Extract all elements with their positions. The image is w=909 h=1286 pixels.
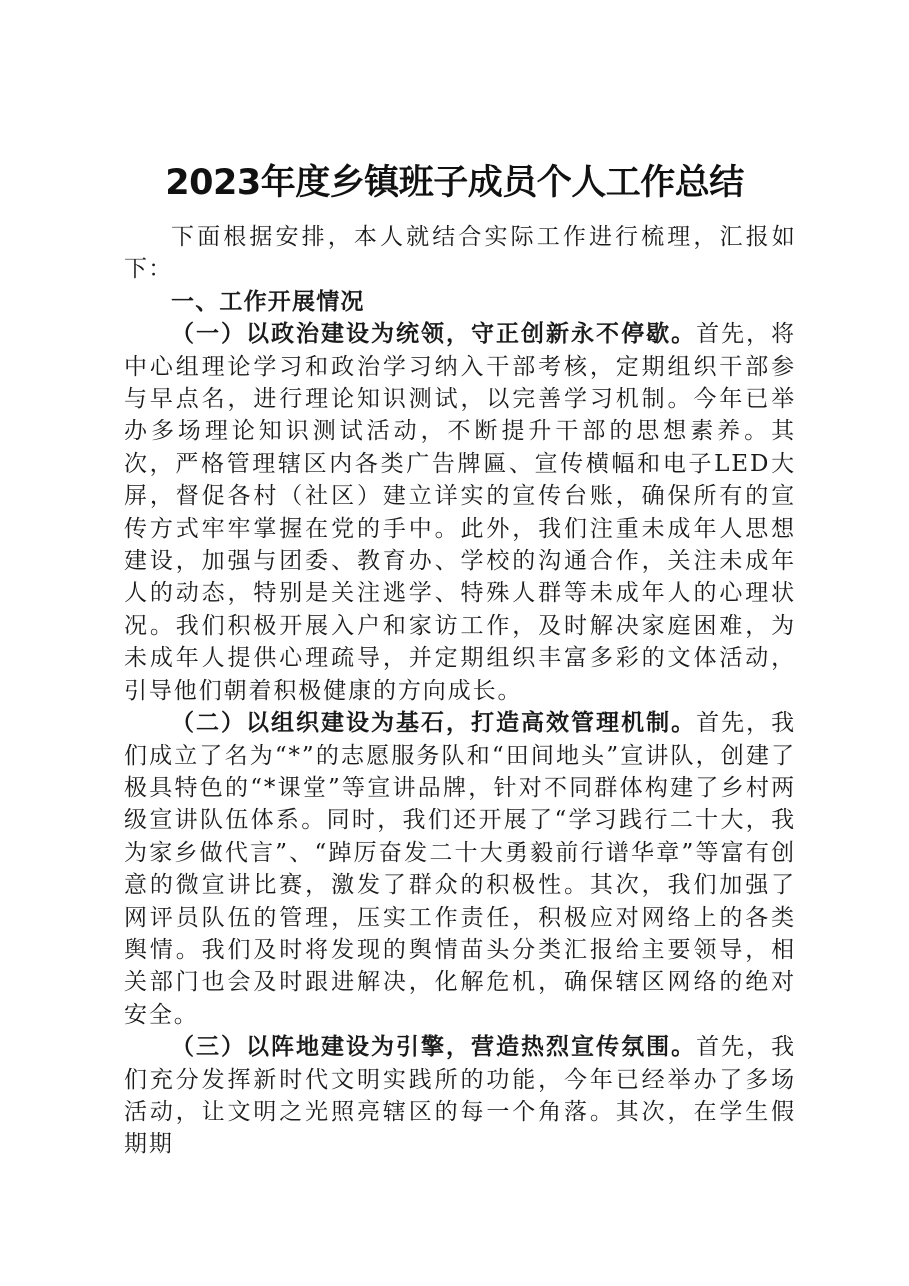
paragraph-lead: （二）以组织建设为基石，打造高效管理机制。	[171, 710, 697, 737]
document-body	[124, 221, 796, 1161]
paragraph-body: 首先，我们充分发挥新时代文明实践所的功能，今年已经举办了多场活动，让文明之光照亮辖区的每一个角落。其次，在学生假期期	[124, 1034, 796, 1158]
paragraph-position	[124, 1031, 796, 1161]
paragraph-body: 首先，我们成立了名为“*”的志愿服务队和“田间地头”宣讲队，创建了极具特色的“*课堂”等宣讲品牌，针对不同群体构建了乡村两级宣讲队伍体系。同时，我们还开展了“学习践行二十大，我为家乡做代言”、“踔厉奋发二十大勇毅前行谱华章”等富有创意的微宣讲比赛，激发了群众的积极性。其次，我们加强了网评员队伍的管理，压实工作责任，积极应对网络上的各类舆情。我们及时将发现的舆情苗头分类汇报给主要领导，相关部门也会及时跟进解决，化解危机，确保辖区网络的绝对安全。	[124, 710, 796, 1028]
paragraph-politics	[124, 318, 796, 707]
intro-paragraph: 下面根据安排，本人就结合实际工作进行梳理，汇报如下：	[124, 224, 796, 283]
paragraph-lead: （三）以阵地建设为引擎，营造热烈宣传氛围。	[171, 1034, 697, 1061]
paragraph-organization	[124, 707, 796, 1031]
paragraph-body: 首先，将中心组理论学习和政治学习纳入干部考核，定期组织干部参与早点名，进行理论知识测试，以完善学习机制。今年已举办多场理论知识测试活动，不断提升干部的思想素养。其次，严格管理辖区内各类广告牌匾、宣传横幅和电子LED大屏，督促各村（社区）建立详实的宣传台账，确保所有的宣传方式牢牢掌握在党的手中。此外，我们注重未成年人思想建设，加强与团委、教育办、学校的沟通合作，关注未成年人的动态，特别是关注逃学、特殊人群等未成年人的心理状况。我们积极开展入户和家访工作，及时解决家庭困难，为未成年人提供心理疏导，并定期组织丰富多彩的文体活动，引导他们朝着积极健康的方向成长。	[124, 321, 796, 704]
paragraph-lead: （一）以政治建设为统领，守正创新永不停歇。	[171, 321, 697, 348]
document-title: 2023年度乡镇班子成员个人工作总结	[165, 163, 744, 203]
section-heading: 一、工作开展情况	[171, 288, 365, 315]
